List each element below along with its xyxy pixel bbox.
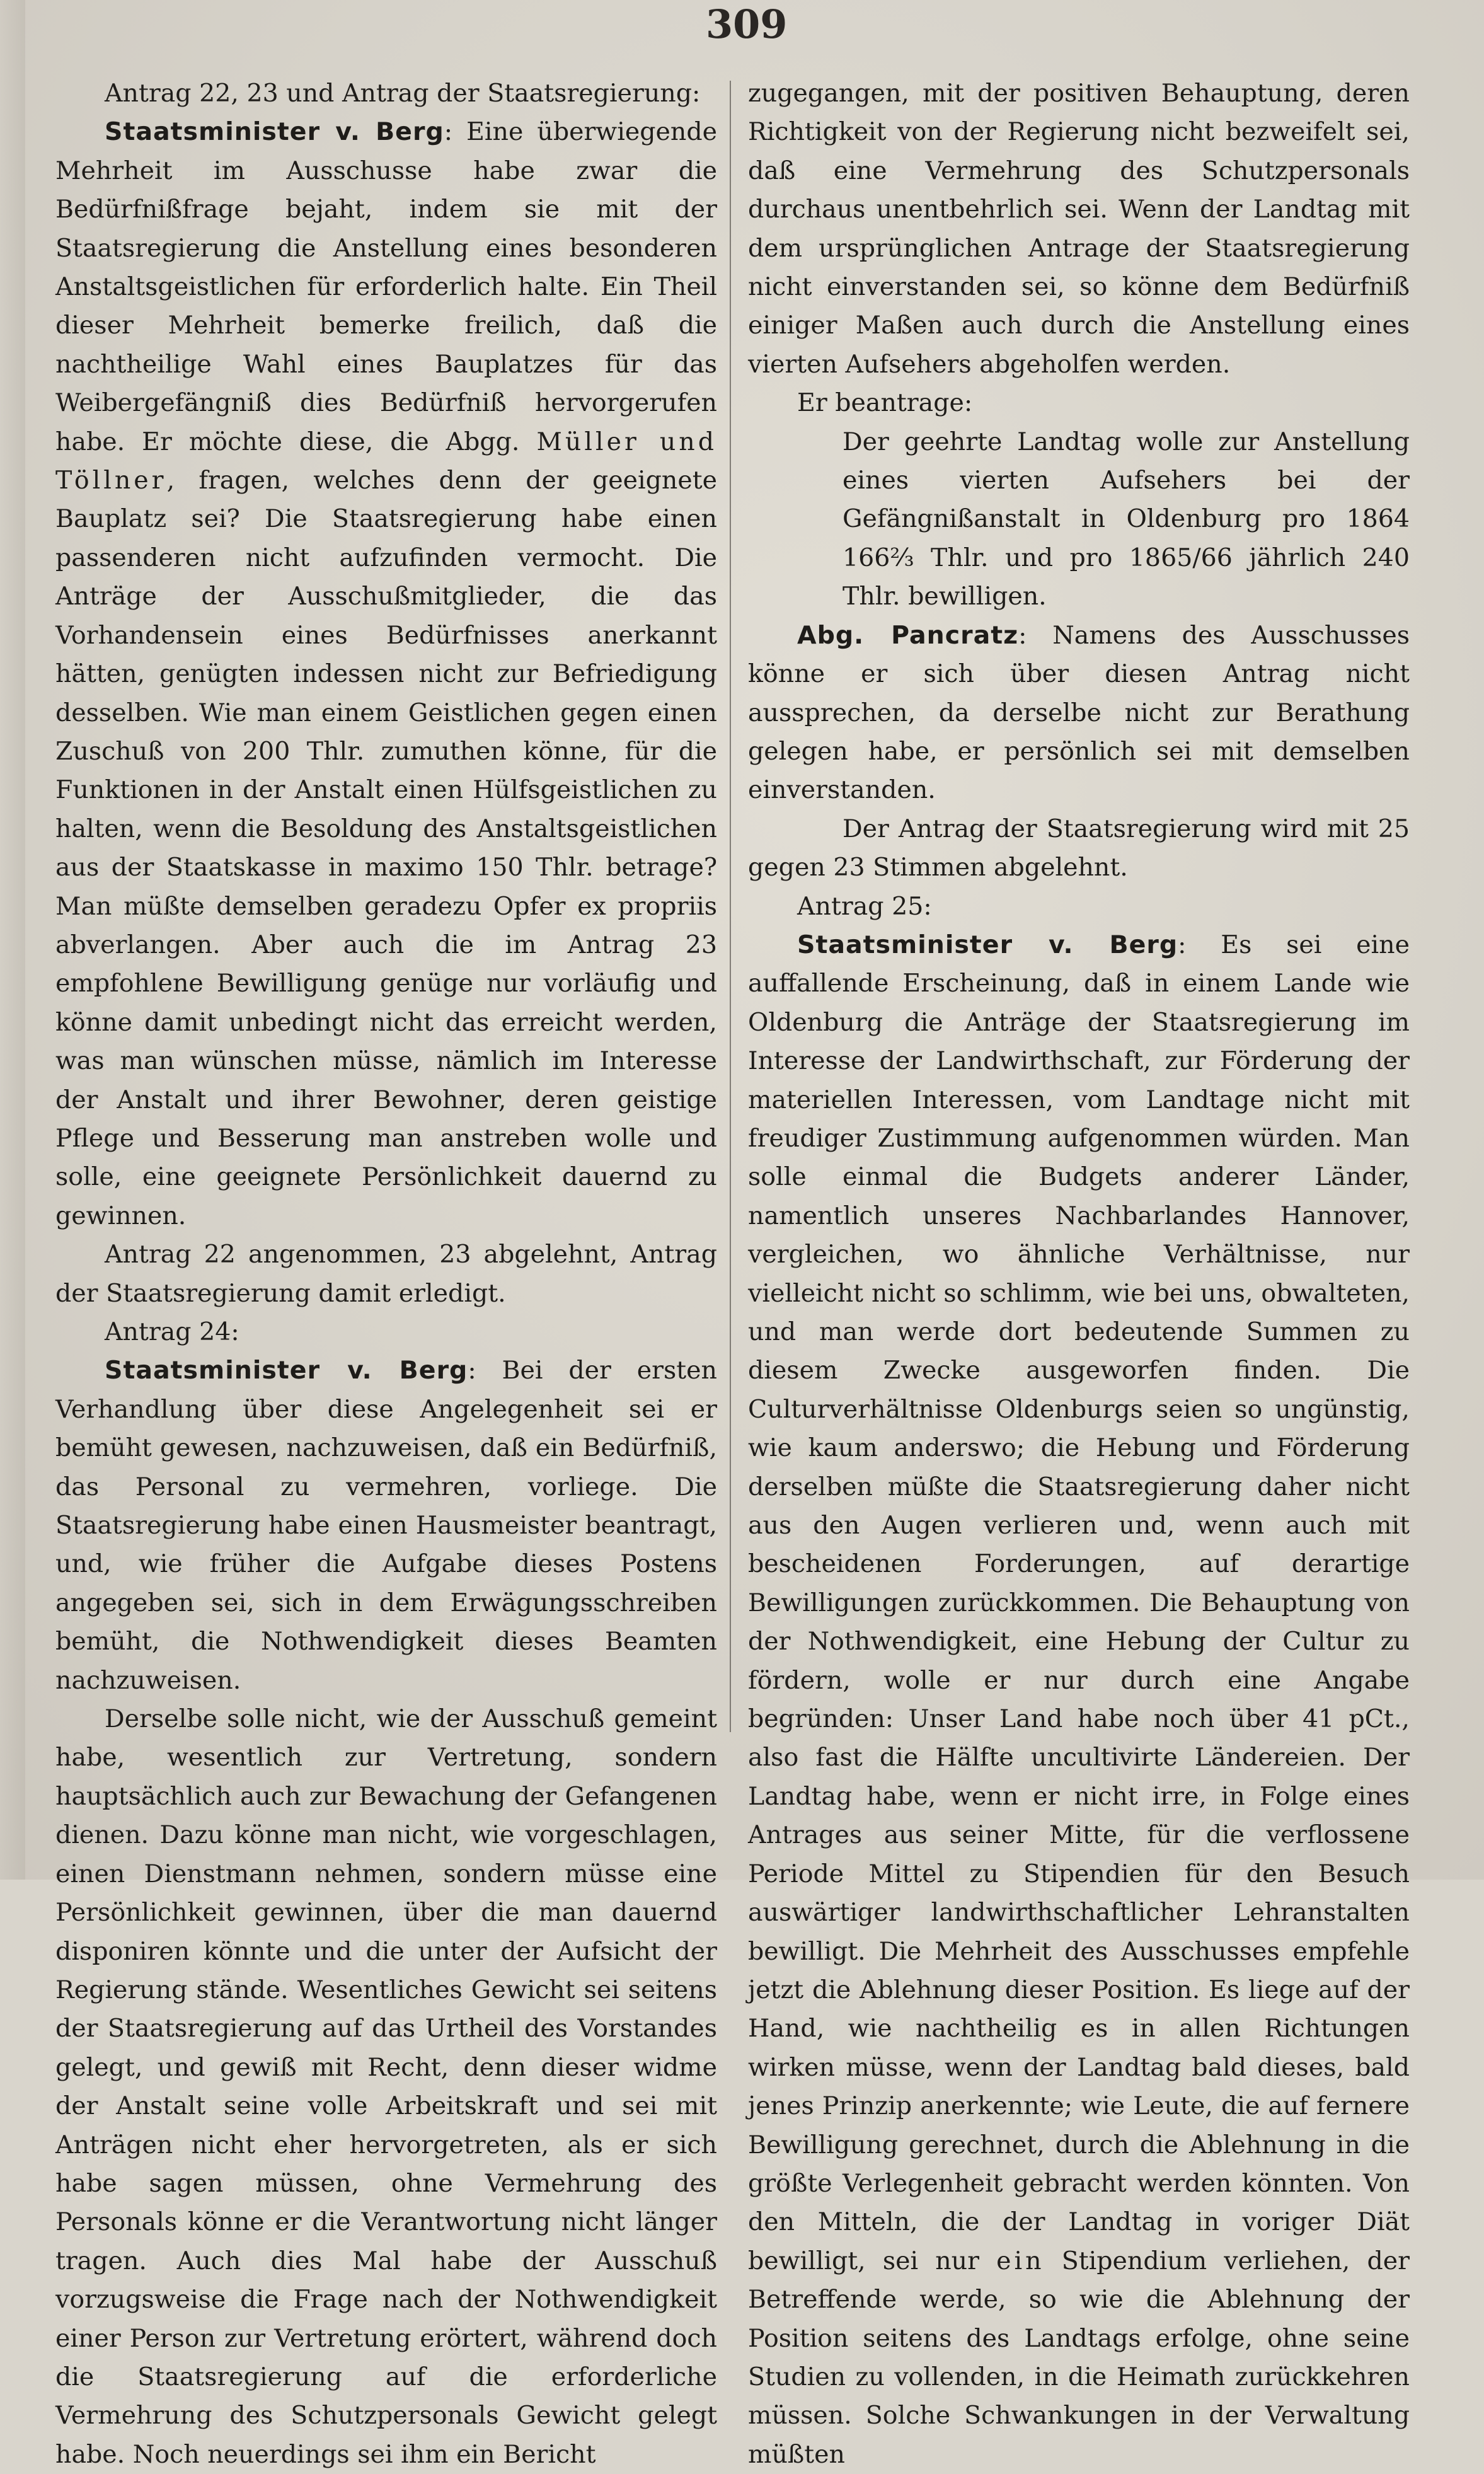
paragraph-motion-heading: Antrag 24: (105, 1317, 239, 1346)
paragraph-proposal: Der geehrte Landtag wolle zur Anstellung eines vierten Aufsehers bei der Gefängnißanstalt in Oldenburg pro 1864 166⅔ Thlr. und pro 1865/66 jährlich 240 Thlr. bewilligen. (843, 427, 1410, 611)
speech-text-continued: , fragen, welches denn der geeignete Bauplatz sei? Die Staatsregierung habe einen passenderen nicht aufzufinden vermocht. Die Anträge der Ausschußmitglieder, die das Vorhandensein eines Bedürfnisses anerkannt hätten, genügten indessen nicht zur Befriedigung desselben. Wie man einem Geistlichen gegen einen Zuschuß von 200 Thlr. zumuthen könne, für die Funktionen in der Anstalt einen Hülfsgeistlichen zu halten, wenn die Besoldung des Anstaltsgeistlichen aus der Staatskasse in maximo 150 Thlr. betrage? Man müßte demselben geradezu Opfer ex propriis abverlangen. Aber auch die im Antrag 23 empfohlene Bewilligung genüge nur vorläufig und könne damit unbedingt nicht das erreicht werden, was man wünschen müsse, nämlich im Interesse der Anstalt und ihrer Bewohner, deren geistige Pflege und Besserung man anstreben wolle und solle, eine geeignete Persönlichkeit dauernd zu gewinnen. (55, 466, 717, 1230)
right-column (748, 74, 1410, 2474)
paragraph-speech (55, 113, 717, 1235)
paragraph-proposal-intro: Er beantrage: (797, 388, 973, 418)
speaker-name: Staatsminister v. Berg (105, 117, 444, 147)
column-divider (730, 81, 731, 1732)
paragraph-resolution: Antrag 22 angenommen, 23 abgelehnt, Antrag der Staatsregierung damit erledigt. (55, 1240, 717, 1308)
speaker-name: Staatsminister v. Berg (105, 1356, 468, 1385)
page-edge-left (0, 0, 25, 1880)
paragraph-speech (748, 616, 1410, 810)
paragraph-continued: zugegangen, mit der positiven Behauptung, deren Richtigkeit von der Regierung nicht bezweifelt sei, daß eine Vermehrung des Schutzpersonals durchaus unentbehrlich sei. Wenn der Landtag mit dem ursprünglichen Antrage der Staatsregierung nicht einverstanden sei, so könne dem Bedürfniß einiger Maßen auch durch die Anstellung eines vierten Aufsehers abgeholfen werden. (748, 79, 1410, 379)
paragraph-resolution: Der Antrag der Staatsregierung wird mit 25 gegen 23 Stimmen abgelehnt. (748, 814, 1410, 882)
speaker-name: Abg. Pancratz (797, 620, 1019, 650)
names-spaced: Müller und Töllner (55, 427, 717, 495)
speaker-name: Staatsminister v. Berg (797, 930, 1178, 959)
left-column (55, 74, 717, 2474)
paragraph-motion-heading: Antrag 22, 23 und Antrag der Staatsregierung: (105, 79, 701, 108)
speech-text: : Es sei eine auffallende Erscheinung, daß in einem Lande wie Oldenburg die Anträge der Staatsregierung im Interesse der Landwirthschaft, zur Förderung der materiellen Interessen, vom Landtage nicht mit freudiger Zustimmung aufgenommen würden. Man solle einmal die Budgets anderer Länder, namentlich unseres Nachbarlandes Hannover, vergleichen, wo ähnliche Verhältnisse, nur vielleicht nicht so schlimm, wie bei uns, obwalteten, und man werde dort bedeutende Summen zu diesem Zwecke ausgeworfen finden. Die Culturverhältnisse Oldenburgs seien so ungünstig, wie kaum anderswo; die Hebung und Förderung derselben müßte die Staatsregierung daher nicht aus den Augen verlieren und, wenn auch mit bescheidenen Forderungen, auf derartige Bewilligungen zurückkommen. Die Behauptung von der Nothwendigkeit, eine Hebung der Cultur zu fördern, wolle er nur durch eine Angabe begründen: Unser Land habe noch über 41 pCt., also fast die Hälfte uncultivirte Ländereien. Der Landtag habe, wenn er nicht irre, in Folge eines Antrages aus seiner Mitte, für die verflossene Periode Mittel zu Stipendien für den Besuch auswärtiger landwirthschaftlicher Lehranstalten bewilligt. Die Mehrheit des Ausschusses empfehle jetzt die Ablehnung dieser Position. Es liege auf der Hand, wie nachtheilig es in allen Richtungen wirken müsse, wenn der Landtag bald dieses, bald jenes Prinzip anerkennte; wie Leute, die auf fernere Bewilligung gerechnet, durch die Ablehnung in die größte Verlegenheit gebracht werden könnten. Von den Mitteln, die der Landtag in voriger Diät bewilligt, sei nur (748, 930, 1410, 2275)
paragraph-speech (55, 1351, 717, 1700)
emphasis-spaced: ein (996, 2246, 1045, 2275)
paragraph-speech (748, 926, 1410, 2474)
speech-text-continued: Stipendium verliehen, der Betreffende werde, so wie die Ablehnung der Position seitens des Landtags erfolge, ohne seine Studien zu vollenden, in die Heimath zurückkehren müssen. Solche Schwankungen in der Verwaltung müßten (748, 2246, 1410, 2469)
paragraph-speech-continued: Derselbe solle nicht, wie der Ausschuß gemeint habe, wesentlich zur Vertretung, sondern hauptsächlich auch zur Bewachung der Gefangenen dienen. Dazu könne man nicht, wie vorgeschlagen, einen Dienstmann nehmen, sondern müsse eine Persönlichkeit gewinnen, über die man dauernd disponiren könnte und die unter der Aufsicht der Regierung stände. Wesentliches Gewicht sei seitens der Staatsregierung auf das Urtheil des Vorstandes gelegt, und gewiß mit Recht, denn dieser widme der Anstalt seine volle Arbeitskraft und sei mit Anträgen nicht eher hervorgetreten, als er sich habe sagen müssen, ohne Vermehrung des Personals könne er die Verantwortung nicht länger tragen. Auch dies Mal habe der Ausschuß vorzugsweise die Frage nach der Nothwendigkeit einer Person zur Vertretung erörtert, während doch die Staatsregierung auf die erforderliche Vermehrung des Schutzpersonals Gewicht gelegt habe. Noch neuerdings sei ihm ein Bericht (55, 1704, 717, 2469)
speech-text: : Namens des Ausschusses könne er sich über diesen Antrag nicht aussprechen, da derselbe nicht zur Berathung gelegen habe, er persönlich sei mit demselben einverstanden. (748, 620, 1410, 805)
paragraph-motion-heading: Antrag 25: (797, 891, 932, 921)
page-number: 309 (706, 1, 788, 47)
speech-text: : Bei der ersten Verhandlung über diese Angelegenheit sei er bemüht gewesen, nachzuweisen, daß ein Bedürfniß, das Personal zu vermehren, vorliege. Die Staatsregierung habe einen Hausmeister beantragt, und, wie früher die Aufgabe dieses Postens angegeben sei, sich in dem Erwägungsschreiben bemüht, die Nothwendigkeit dieses Beamten nachzuweisen. (55, 1356, 717, 1695)
speech-text: : Eine überwiegende Mehrheit im Ausschusse habe zwar die Bedürfnißfrage bejaht, indem sie mit der Staatsregierung die Anstellung eines besonderen Anstaltsgeistlichen für erforderlich halte. Ein Theil dieser Mehrheit bemerke freilich, daß die nachtheilige Wahl eines Bauplatzes für das Weibergefängniß dies Bedürfniß hervorgerufen habe. Er möchte diese, die Abgg. (55, 117, 717, 456)
